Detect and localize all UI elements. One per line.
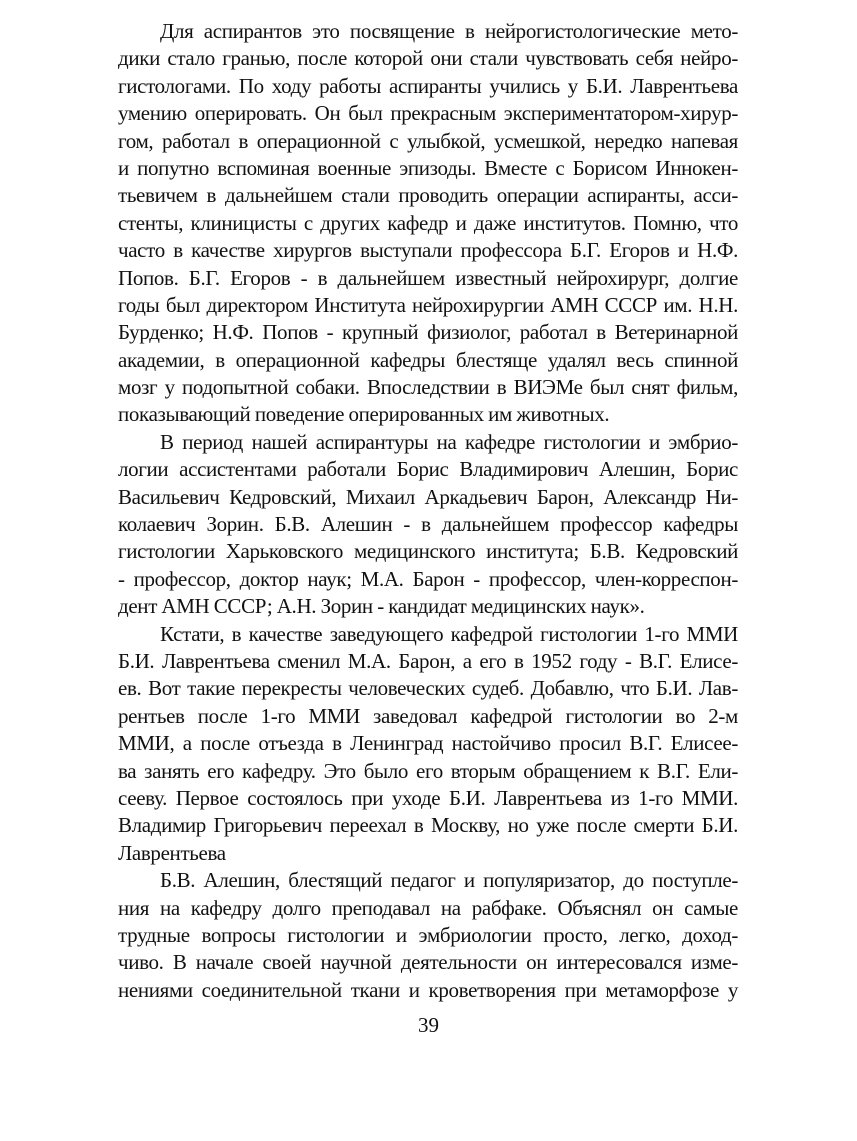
- text-line: дики стало гранью, после которой они стали чувствовать себя нейро-: [118, 46, 738, 71]
- text-line: стенты, клиницисты с других кафедр и даже институтов. Помню, что: [118, 210, 738, 235]
- text-line: тьевичем в дальнейшем стали проводить операции аспиранты, асси-: [118, 183, 738, 208]
- text-line: и попутно вспоминая военные эпизоды. Вместе с Борисом Иннокен-: [118, 155, 738, 180]
- text-line: часто в качестве хирургов выступали профессора Б.Г. Егоров и Н.Ф.: [118, 238, 738, 263]
- text-line: академии, в операционной кафедры блестяще удалял весь спинной: [118, 347, 738, 372]
- document-page: [118, 18, 738, 1004]
- text-line: ва занять его кафедру. Это было его вторым обращением к В.Г. Ели-: [118, 758, 738, 783]
- text-line: гом, работал в операционной с улыбкой, усмешкой, нередко напевая: [118, 128, 738, 153]
- text-line: ММИ, а после отъезда в Ленинград настойчиво просил В.Г. Елисее-: [118, 731, 738, 756]
- text-line: Владимир Григорьевич переехал в Москву, но уже после смерти Б.И.: [118, 813, 738, 838]
- text-line: показывающий поведение оперированных им животных.: [118, 402, 610, 427]
- text-line: чиво. В начале своей научной деятельности он интересовался изме-: [118, 950, 738, 975]
- text-line: дент АМН СССР; А.Н. Зорин - кандидат медицинских наук».: [118, 594, 645, 619]
- paragraph-1: [118, 18, 738, 429]
- text-line: сееву. Первое состоялось при уходе Б.И. Лаврентьева из 1-го ММИ.: [118, 785, 738, 810]
- text-line: ния на кафедру долго преподавал на рабфаке. Объяснял он самые: [118, 895, 738, 920]
- text-line: гистологии Харьковского медицинского института; Б.В. Кедровский: [118, 539, 738, 564]
- text-line: колаевич Зорин. Б.В. Алешин - в дальнейшем профессор кафедры: [118, 512, 738, 537]
- text-line: Б.И. Лаврентьева сменил М.А. Барон, а его в 1952 году - В.Г. Елисе-: [118, 648, 738, 673]
- text-line: рентьев после 1-го ММИ заведовал кафедрой гистологии во 2-м: [118, 703, 738, 728]
- page-number: 39: [418, 1013, 439, 1037]
- text-line: ев. Вот такие перекресты человеческих судеб. Добавлю, что Б.И. Лав-: [118, 676, 738, 701]
- text-line: логии ассистентами работали Борис Владимирович Алешин, Борис: [118, 457, 738, 482]
- text-line: В период нашей аспирантуры на кафедре гистологии и эмбрио-: [160, 429, 738, 454]
- text-line: Для аспирантов это посвящение в нейрогистологические мето-: [160, 19, 738, 43]
- text-line: нениями соединительной ткани и кроветворения при метаморфозе у: [118, 977, 738, 1002]
- text-line: Кстати, в качестве заведующего кафедрой гистологии 1-го ММИ: [160, 621, 738, 646]
- text-line: - профессор, доктор наук; М.А. Барон - профессор, член-корреспон-: [118, 566, 738, 591]
- paragraph-4: [118, 867, 738, 1004]
- paragraph-2: [118, 429, 738, 621]
- text-line: гистологами. По ходу работы аспиранты учились у Б.И. Лаврентьева: [118, 73, 738, 98]
- text-line: Лаврентьева: [118, 840, 226, 865]
- text-line: Б.В. Алешин, блестящий педагог и популяризатор, до поступле-: [160, 868, 738, 893]
- text-line: Попов. Б.Г. Егоров - в дальнейшем известный нейрохирург, долгие: [118, 265, 738, 290]
- text-line: трудные вопросы гистологии и эмбриологии просто, легко, доход-: [118, 922, 738, 947]
- text-line: Васильевич Кедровский, Михаил Аркадьевич Барон, Александр Ни-: [118, 484, 738, 509]
- text-line: мозг у подопытной собаки. Впоследствии в ВИЭМе был снят фильм,: [118, 375, 738, 400]
- paragraph-3: [118, 621, 738, 868]
- text-line: годы был директором Института нейрохирургии АМН СССР им. Н.Н.: [118, 292, 738, 317]
- text-line: Бурденко; Н.Ф. Попов - крупный физиолог, работал в Ветеринарной: [118, 320, 738, 345]
- text-line: умению оперировать. Он был прекрасным экспериментатором-хирур-: [118, 101, 738, 126]
